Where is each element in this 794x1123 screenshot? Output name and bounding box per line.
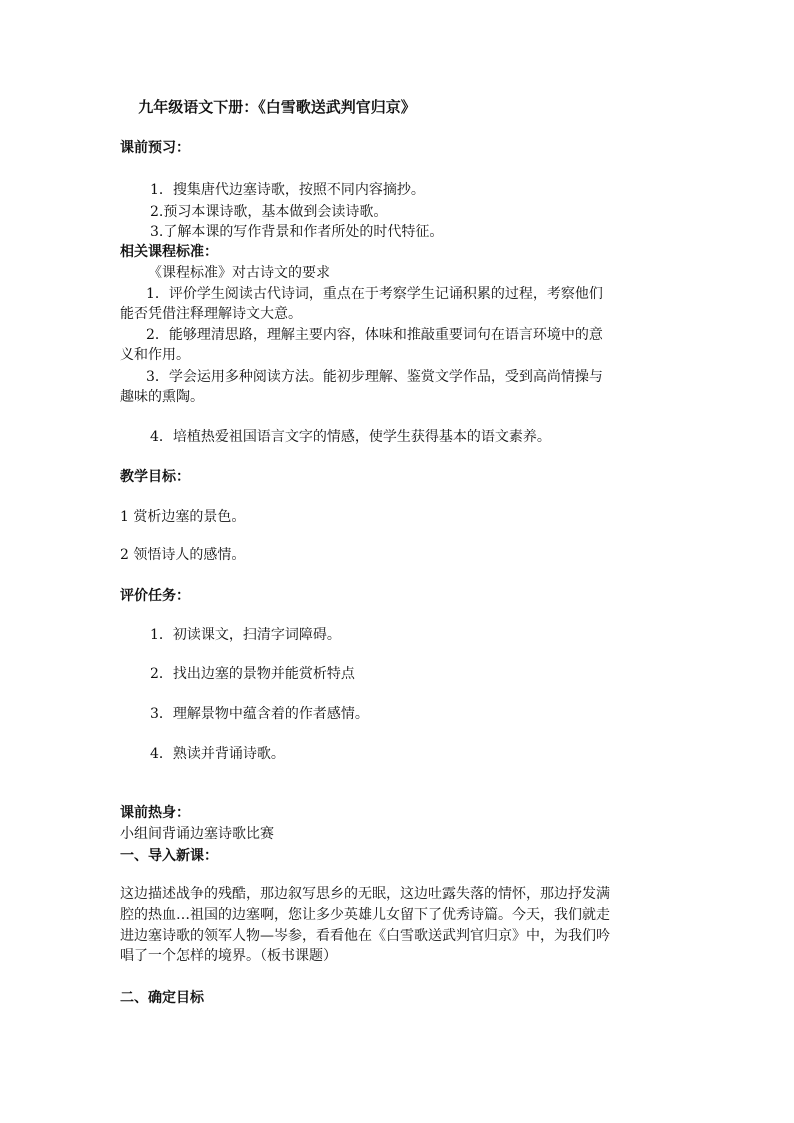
preview-item: 3.了解本课的写作背景和作者所处的时代特征。 — [150, 224, 444, 240]
warmup-text: 小组间背诵边塞诗歌比赛 — [120, 826, 274, 842]
intro-heading: 一、导入新课： — [120, 848, 218, 864]
standards-item-cont: 义和作用。 — [120, 347, 190, 363]
task-item: 2．找出边塞的景物并能赏析特点 — [150, 666, 355, 682]
standards-heading: 相关课程标准： — [120, 244, 218, 260]
task-item: 3．理解景物中蕴含着的作者感情。 — [150, 706, 369, 722]
standards-item: 4．培植热爱祖国语言文字的情感，使学生获得基本的语文素养。 — [150, 429, 551, 445]
intro-paragraph-line: 这边描述战争的残酷，那边叙写思乡的无眠，这边吐露失落的情怀，那边抒发满 — [120, 886, 610, 902]
goal-item: 1 赏析边塞的景色。 — [120, 509, 246, 525]
intro-paragraph-line: 进边塞诗歌的领军人物—岑参，看看他在《白雪歌送武判官归京》中，为我们吟 — [120, 928, 610, 944]
intro-paragraph-line: 唱了一个怎样的境界。（板书课题） — [120, 948, 337, 964]
standards-item-cont: 趣味的熏陶。 — [120, 389, 204, 405]
standards-item: 3．学会运用多种阅读方法。能初步理解、鉴赏文学作品，受到高尚情操与 — [146, 369, 603, 385]
preview-item: 1．搜集唐代边塞诗歌，按照不同内容摘抄。 — [150, 182, 425, 198]
page-title: 九年级语文下册：《白雪歌送武判官归京》 — [138, 98, 416, 116]
tasks-heading: 评价任务： — [120, 588, 190, 604]
goal-item: 2 领悟诗人的感情。 — [120, 547, 246, 563]
intro-paragraph-line: 腔的热血…祖国的边塞啊，您让多少英雄儿女留下了优秀诗篇。今天，我们就走 — [120, 907, 610, 923]
standards-item-cont: 能否凭借注释理解诗文大意。 — [120, 306, 302, 322]
standards-intro: 《课程标准》对古诗文的要求 — [148, 265, 330, 281]
preview-heading: 课前预习： — [120, 140, 190, 156]
task-item: 4．熟读并背诵诗歌。 — [150, 746, 285, 762]
task-item: 1．初读课文，扫清字词障碍。 — [150, 627, 341, 643]
target-heading: 二、确定目标 — [120, 990, 204, 1006]
warmup-heading: 课前热身： — [120, 805, 190, 821]
standards-item: 1．评价学生阅读古代诗词，重点在于考察学生记诵积累的过程，考察他们 — [146, 286, 603, 302]
preview-item: 2.预习本课诗歌，基本做到会读诗歌。 — [150, 204, 388, 220]
goals-heading: 教学目标： — [120, 469, 190, 485]
standards-item: 2．能够理清思路，理解主要内容，体味和推敲重要词句在语言环境中的意 — [146, 327, 603, 343]
